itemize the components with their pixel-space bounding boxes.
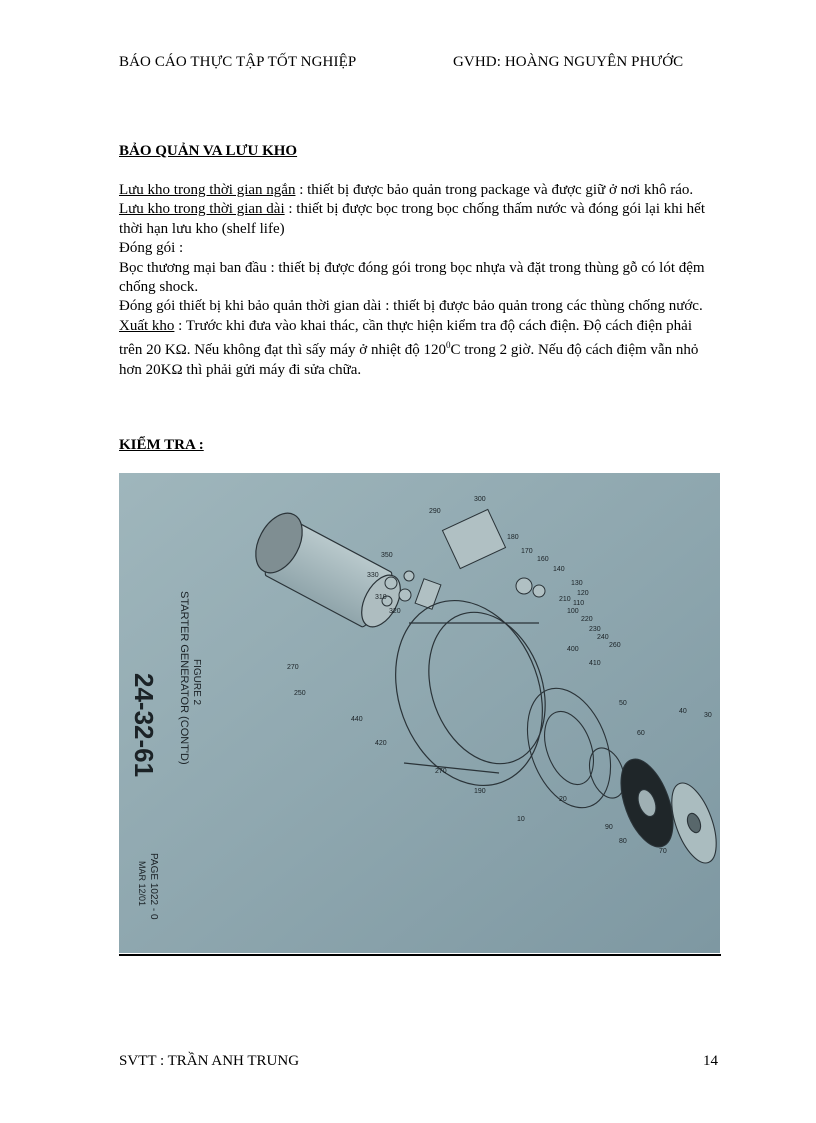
callout: 90 (605, 824, 613, 831)
footer-student: SVTT : TRẦN ANH TRUNG (119, 1053, 300, 1069)
label-dispatch: Xuất kho (119, 317, 175, 334)
callout: 80 (619, 838, 627, 845)
text-dispatch-a: : Trước khi đưa vào khai thác, cần thực hiện kiểm tra độ cách điện. Độ cách điện phải trên 20 KΩ. Nếu không đạt thì sấy máy ở nhiệt độ 120 (119, 317, 693, 359)
callout: 110 (573, 600, 585, 607)
section-title-inspection: KIỂM TRA : (119, 437, 204, 453)
callout: 130 (571, 580, 583, 587)
section-title-storage: BẢO QUẢN VA LƯU KHO (119, 143, 298, 159)
callout: 290 (429, 508, 441, 515)
callout: 60 (637, 730, 645, 737)
label-long-term: Lưu kho trong thời gian dài (119, 201, 285, 218)
callout: 260 (609, 642, 621, 649)
callout: 350 (381, 552, 393, 559)
callout: 410 (589, 660, 601, 667)
figure-caption-number: FIGURE 2 (191, 659, 202, 706)
callout: 10 (517, 816, 525, 823)
footer-page-number: 14 (703, 1053, 718, 1069)
callout: 50 (619, 700, 627, 707)
paragraph-commercial-wrap: Bọc thương mại ban đầu : thiết bị được đóng gói trong bọc nhựa và đặt trong thùng gỗ có lót đệm chống shock. (119, 259, 705, 296)
callout: 220 (581, 616, 593, 623)
callout: 270 (287, 664, 299, 671)
callout: 20 (559, 796, 567, 803)
paragraph-dispatch (119, 317, 719, 380)
callout: 240 (597, 634, 609, 641)
header-advisor: GVHD: HOÀNG NGUYÊN PHƯỚC (453, 54, 684, 70)
text-dispatch-b: C trong 2 giờ. Nếu độ cách điệm vẫn nhỏ hơn 20KΩ thì phải gửi máy đi sửa chữa. (119, 342, 699, 378)
figure-caption-title: STARTER GENERATOR (CONT'D) (178, 591, 190, 765)
callout: 250 (294, 690, 306, 697)
figure-bottom-rule (119, 954, 721, 956)
label-short-term: Lưu kho trong thời gian ngắn (119, 182, 296, 198)
callout: 40 (679, 708, 687, 715)
callout: 300 (474, 496, 486, 503)
paragraph-long-term-packaging: Đóng gói thiết bị khi bảo quản thời gian dài : thiết bị được bảo quản trong các thùng chống nước. (119, 298, 703, 315)
callout: 270 (435, 768, 447, 775)
callout: 140 (553, 566, 565, 573)
exploded-view-figure (119, 473, 720, 953)
callout: 170 (521, 548, 533, 555)
figure-chapter-number: 24-32-61 (129, 673, 159, 778)
figure-background (119, 473, 720, 953)
callout: 420 (375, 740, 387, 747)
figure-page-ref: PAGE 1022 - 0 (148, 853, 159, 920)
callout: 210 (559, 596, 571, 603)
callout: 320 (389, 608, 401, 615)
starter-generator-diagram (119, 473, 720, 953)
callout: 440 (351, 716, 363, 723)
paragraph-long-term (119, 200, 719, 239)
paragraph-packaging: Đóng gói : (119, 240, 184, 257)
callout: 230 (589, 626, 601, 633)
text-long-term: : thiết bị được bọc trong bọc chống thấm nước và đóng gói lại khi hết thời hạn lưu kho (shelf life) (119, 201, 705, 237)
callout: 400 (567, 646, 579, 653)
callout: 310 (375, 594, 387, 601)
callout: 160 (537, 556, 549, 563)
callout: 180 (507, 534, 519, 541)
callout: 70 (659, 848, 667, 855)
paragraph-short-term (119, 181, 719, 200)
callout: 100 (567, 608, 579, 615)
callout: 190 (474, 788, 486, 795)
callout: 120 (577, 590, 589, 597)
figure-date-ref: MAR 12/01 (137, 861, 147, 907)
storage-body (119, 181, 719, 380)
superscript-degree: 0 (445, 340, 451, 351)
header-report-title: BÁO CÁO THỰC TẬP TỐT NGHIỆP (119, 54, 357, 70)
text-short-term: : thiết bị được bảo quản trong package và được giữ ở nơi khô ráo. (295, 182, 694, 198)
callout: 330 (367, 572, 379, 579)
callout: 30 (704, 712, 712, 719)
